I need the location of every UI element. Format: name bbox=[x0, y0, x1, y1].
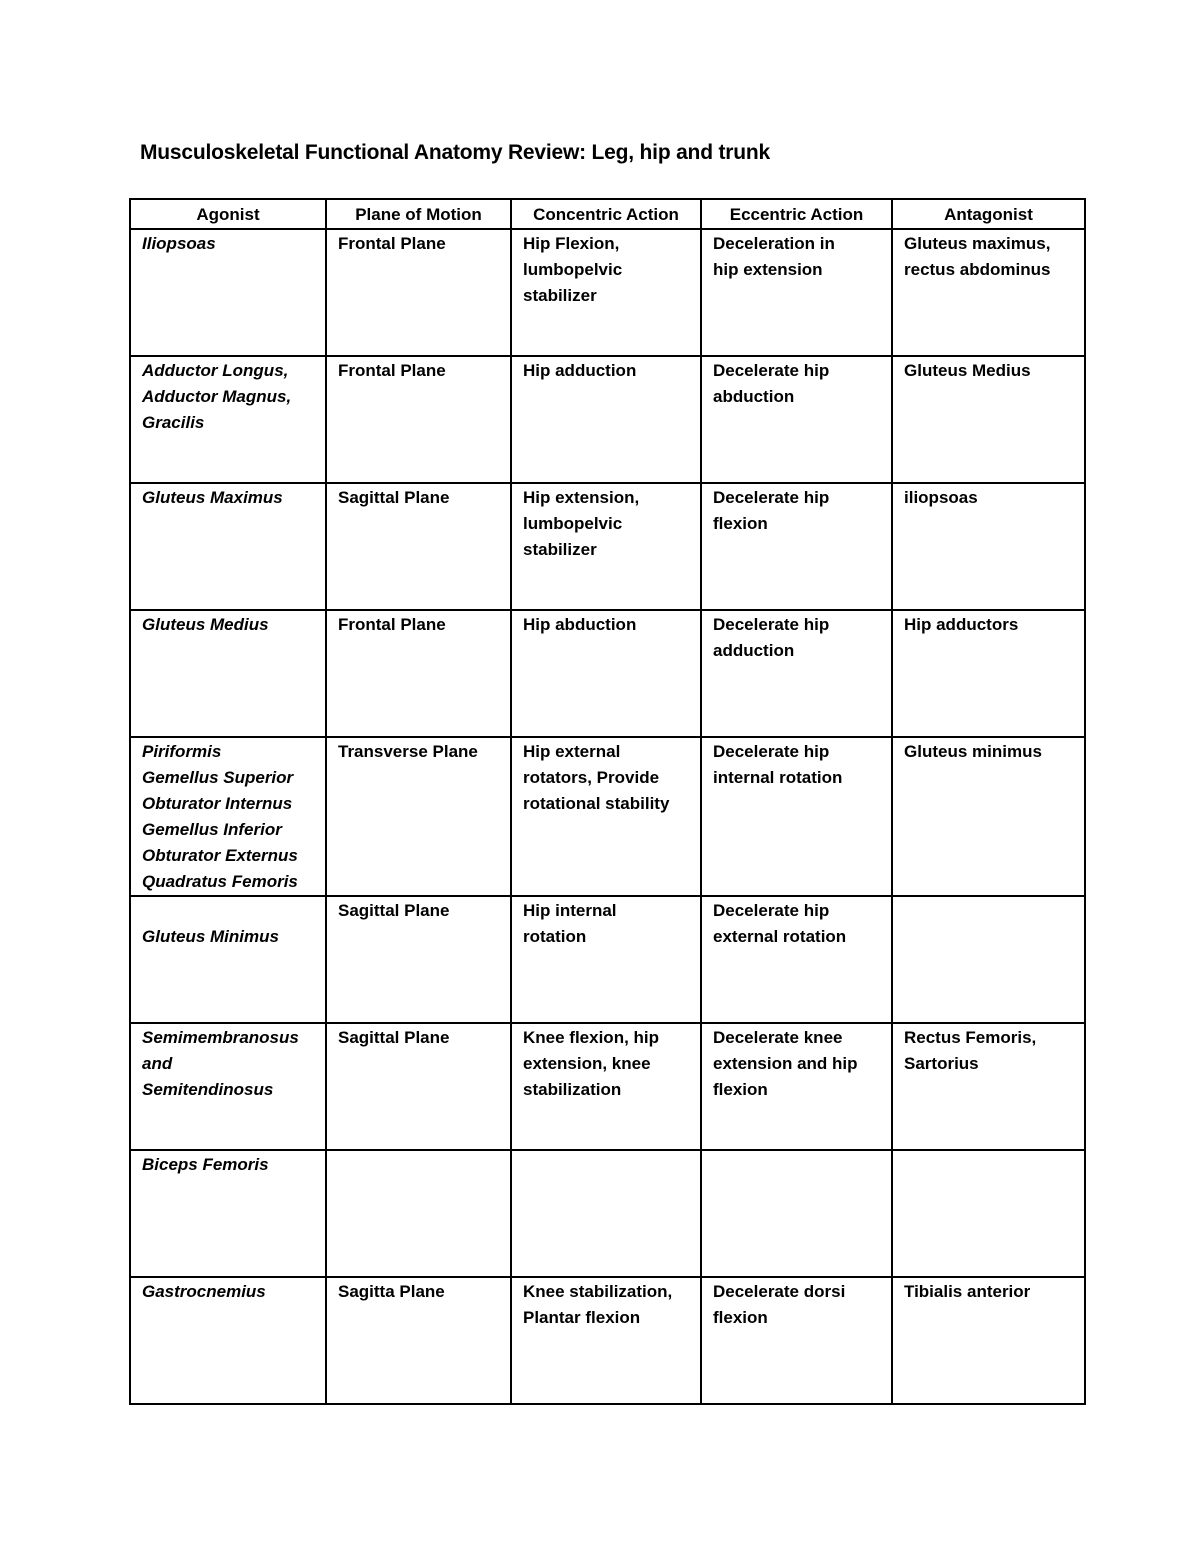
eccentric-action-cell bbox=[701, 1023, 892, 1150]
cell-text-line: Gastrocnemius bbox=[142, 1282, 266, 1301]
concentric-action-cell bbox=[511, 356, 701, 483]
agonist-cell bbox=[130, 356, 326, 483]
plane-of-motion-cell bbox=[326, 896, 511, 1023]
header-eccentric-action: Eccentric Action bbox=[701, 199, 892, 229]
eccentric-action-cell bbox=[701, 483, 892, 610]
antagonist-cell bbox=[892, 1277, 1085, 1404]
table-header-row bbox=[130, 199, 1085, 229]
concentric-action-cell bbox=[511, 1150, 701, 1277]
antagonist-cell bbox=[892, 1023, 1085, 1150]
cell-text-line: Decelerate hip bbox=[713, 361, 830, 380]
cell-text-line: Frontal Plane bbox=[338, 615, 446, 634]
plane-of-motion-cell bbox=[326, 356, 511, 483]
cell-text-line: stabilization bbox=[523, 1080, 622, 1099]
cell-text-line: Semitendinosus bbox=[142, 1080, 274, 1099]
table-row bbox=[130, 896, 1085, 1023]
page-title: Musculoskeletal Functional Anatomy Review: Leg, hip and trunk bbox=[140, 141, 770, 164]
eccentric-action-cell bbox=[701, 356, 892, 483]
header-agonist: Agonist bbox=[130, 199, 326, 229]
cell-text-line: Gluteus Medius bbox=[142, 615, 269, 634]
agonist-cell bbox=[130, 896, 326, 1023]
antagonist-cell bbox=[892, 483, 1085, 610]
table-row bbox=[130, 1023, 1085, 1150]
cell-text-line: Hip Flexion, bbox=[523, 234, 620, 253]
eccentric-action-cell bbox=[701, 737, 892, 896]
cell-text-line: Deceleration in bbox=[713, 234, 835, 253]
concentric-action-cell bbox=[511, 737, 701, 896]
eccentric-action-cell bbox=[701, 896, 892, 1023]
cell-text-line: Sagittal Plane bbox=[338, 488, 450, 507]
cell-text-line: stabilizer bbox=[523, 286, 597, 305]
table-row bbox=[130, 356, 1085, 483]
cell-text-line: lumbopelvic bbox=[523, 260, 623, 279]
antagonist-cell bbox=[892, 896, 1085, 1023]
cell-text-line: Iliopsoas bbox=[142, 234, 216, 253]
eccentric-action-cell bbox=[701, 610, 892, 737]
cell-text-line: hip extension bbox=[713, 260, 823, 279]
cell-text-line: Hip external bbox=[523, 742, 621, 761]
cell-text-line: Decelerate hip bbox=[713, 742, 830, 761]
cell-text-line: Decelerate knee bbox=[713, 1028, 843, 1047]
plane-of-motion-cell bbox=[326, 1277, 511, 1404]
cell-text-line: Sagittal Plane bbox=[338, 1028, 450, 1047]
cell-text-line: Hip extension, bbox=[523, 488, 640, 507]
cell-text-line: extension, knee bbox=[523, 1054, 651, 1073]
cell-text-line: Sartorius bbox=[904, 1054, 979, 1073]
cell-text-line: Decelerate hip bbox=[713, 901, 830, 920]
cell-text-line: Semimembranosus bbox=[142, 1028, 299, 1047]
cell-text-line: stabilizer bbox=[523, 540, 597, 559]
agonist-cell bbox=[130, 737, 326, 896]
cell-text-line: rectus abdominus bbox=[904, 260, 1051, 279]
plane-of-motion-cell bbox=[326, 229, 511, 356]
concentric-action-cell bbox=[511, 896, 701, 1023]
cell-text-line: external rotation bbox=[713, 927, 847, 946]
cell-text-line: rotational stability bbox=[523, 794, 670, 813]
table-body bbox=[130, 229, 1085, 1404]
header-plane-of-motion: Plane of Motion bbox=[326, 199, 511, 229]
cell-text-line: Gluteus maximus, bbox=[904, 234, 1051, 253]
cell-text-line: and bbox=[142, 1054, 173, 1073]
cell-text-line: Adductor Longus, bbox=[142, 361, 289, 380]
cell-text-line: Transverse Plane bbox=[338, 742, 478, 761]
agonist-cell bbox=[130, 229, 326, 356]
plane-of-motion-cell bbox=[326, 483, 511, 610]
anatomy-table bbox=[129, 198, 1086, 1405]
plane-of-motion-cell bbox=[326, 737, 511, 896]
cell-text-line: Rectus Femoris, bbox=[904, 1028, 1037, 1047]
agonist-cell bbox=[130, 610, 326, 737]
cell-text-line: Gemellus Inferior bbox=[142, 820, 282, 839]
cell-text-line bbox=[142, 898, 316, 924]
cell-text-line: Hip internal bbox=[523, 901, 617, 920]
antagonist-cell bbox=[892, 356, 1085, 483]
cell-text-line: rotation bbox=[523, 927, 587, 946]
eccentric-action-cell bbox=[701, 1150, 892, 1277]
table-row bbox=[130, 483, 1085, 610]
cell-text-line: Hip adductors bbox=[904, 615, 1019, 634]
header-antagonist: Antagonist bbox=[892, 199, 1085, 229]
concentric-action-cell bbox=[511, 1023, 701, 1150]
cell-text-line: Biceps Femoris bbox=[142, 1155, 269, 1174]
cell-text-line: Obturator Externus bbox=[142, 846, 298, 865]
antagonist-cell bbox=[892, 229, 1085, 356]
cell-text-line: Adductor Magnus, bbox=[142, 387, 292, 406]
cell-text-line: Gluteus Medius bbox=[904, 361, 1031, 380]
plane-of-motion-cell bbox=[326, 1023, 511, 1150]
header-concentric-action: Concentric Action bbox=[511, 199, 701, 229]
agonist-cell bbox=[130, 1277, 326, 1404]
antagonist-cell bbox=[892, 737, 1085, 896]
cell-text-line: Gluteus Minimus bbox=[142, 927, 279, 946]
antagonist-cell bbox=[892, 1150, 1085, 1277]
antagonist-cell bbox=[892, 610, 1085, 737]
cell-text-line: Gemellus Superior bbox=[142, 768, 294, 787]
cell-text-line: Gracilis bbox=[142, 413, 205, 432]
cell-text-line: lumbopelvic bbox=[523, 514, 623, 533]
cell-text-line: iliopsoas bbox=[904, 488, 978, 507]
cell-text-line: extension and hip bbox=[713, 1054, 858, 1073]
cell-text-line: Knee flexion, hip bbox=[523, 1028, 660, 1047]
cell-text-line: Hip abduction bbox=[523, 615, 637, 634]
table-row bbox=[130, 1277, 1085, 1404]
cell-text-line: Decelerate dorsi bbox=[713, 1282, 846, 1301]
cell-text-line: flexion bbox=[713, 1080, 768, 1099]
cell-text-line: Piriformis bbox=[142, 742, 222, 761]
eccentric-action-cell bbox=[701, 229, 892, 356]
cell-text-line: internal rotation bbox=[713, 768, 843, 787]
cell-text-line: Tibialis anterior bbox=[904, 1282, 1031, 1301]
concentric-action-cell bbox=[511, 1277, 701, 1404]
cell-text-line: Gluteus minimus bbox=[904, 742, 1042, 761]
cell-text-line: Plantar flexion bbox=[523, 1308, 641, 1327]
table-row bbox=[130, 229, 1085, 356]
cell-text-line: Sagittal Plane bbox=[338, 901, 450, 920]
cell-text-line: flexion bbox=[713, 514, 768, 533]
agonist-cell bbox=[130, 1023, 326, 1150]
cell-text-line: Hip adduction bbox=[523, 361, 637, 380]
plane-of-motion-cell bbox=[326, 1150, 511, 1277]
cell-text-line: Frontal Plane bbox=[338, 361, 446, 380]
cell-text-line: Frontal Plane bbox=[338, 234, 446, 253]
concentric-action-cell bbox=[511, 483, 701, 610]
table-row bbox=[130, 737, 1085, 896]
cell-text-line: Knee stabilization, bbox=[523, 1282, 673, 1301]
concentric-action-cell bbox=[511, 610, 701, 737]
cell-text-line: Sagitta Plane bbox=[338, 1282, 445, 1301]
cell-text-line: Gluteus Maximus bbox=[142, 488, 283, 507]
agonist-cell bbox=[130, 1150, 326, 1277]
cell-text-line: Decelerate hip bbox=[713, 615, 830, 634]
cell-text-line: Obturator Internus bbox=[142, 794, 293, 813]
eccentric-action-cell bbox=[701, 1277, 892, 1404]
table-row bbox=[130, 610, 1085, 737]
cell-text-line: abduction bbox=[713, 387, 795, 406]
cell-text-line: adduction bbox=[713, 641, 795, 660]
cell-text-line: rotators, Provide bbox=[523, 768, 660, 787]
cell-text-line: flexion bbox=[713, 1308, 768, 1327]
table-row bbox=[130, 1150, 1085, 1277]
cell-text-line: Quadratus Femoris bbox=[142, 872, 298, 891]
concentric-action-cell bbox=[511, 229, 701, 356]
agonist-cell bbox=[130, 483, 326, 610]
cell-text-line: Decelerate hip bbox=[713, 488, 830, 507]
plane-of-motion-cell bbox=[326, 610, 511, 737]
